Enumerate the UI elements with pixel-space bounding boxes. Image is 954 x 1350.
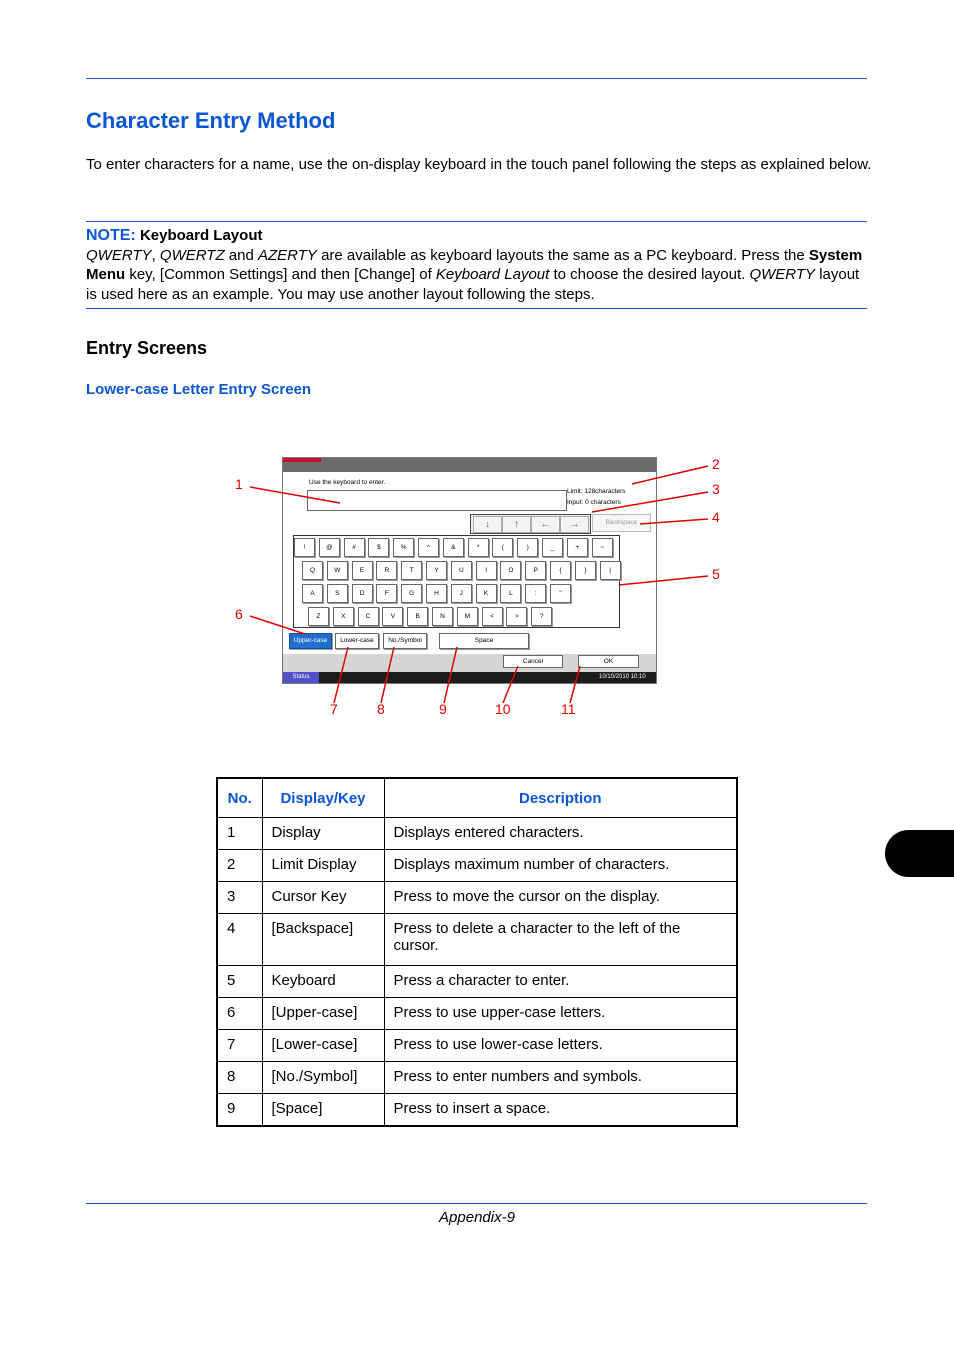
header-description: Description xyxy=(384,778,737,818)
cell-display-key: Keyboard xyxy=(262,966,384,998)
key-0-7[interactable]: * xyxy=(468,538,489,557)
key-0-9[interactable]: ) xyxy=(517,538,538,557)
section-heading: Entry Screens xyxy=(86,338,208,358)
callout-5: 5 xyxy=(712,566,720,582)
cell-no: 8 xyxy=(217,1062,262,1094)
backspace-button[interactable]: Backspace xyxy=(592,514,651,532)
callout-9: 9 xyxy=(439,701,447,717)
table-row xyxy=(217,850,737,882)
key-2-2[interactable]: D xyxy=(352,584,373,603)
cell-display-key: Cursor Key xyxy=(262,882,384,914)
table-row xyxy=(217,914,737,966)
cell-no: 4 xyxy=(217,914,262,966)
key-0-11[interactable]: + xyxy=(567,538,588,557)
table-row xyxy=(217,998,737,1030)
key-2-8[interactable]: L xyxy=(500,584,521,603)
key-2-3[interactable]: F xyxy=(376,584,397,603)
no-symbol-button[interactable]: No./Symbol xyxy=(383,633,427,649)
chapter-tab-marker xyxy=(885,830,954,877)
table-row xyxy=(217,1030,737,1062)
key-3-2[interactable]: C xyxy=(358,607,379,626)
key-0-12[interactable]: ~ xyxy=(592,538,613,557)
key-3-6[interactable]: M xyxy=(457,607,478,626)
status-clock: 10/10/2010 10:10 xyxy=(599,674,646,680)
callout-11: 11 xyxy=(561,701,576,717)
key-1-0[interactable]: Q xyxy=(302,561,323,580)
intro-paragraph: To enter characters for a name, use the on-display keyboard in the touch panel following the steps as explained below. xyxy=(86,156,872,173)
cell-display-key: [No./Symbol] xyxy=(262,1062,384,1094)
cell-description: Press to move the cursor on the display. xyxy=(384,882,737,914)
table-header-row xyxy=(217,778,737,818)
callout-8: 8 xyxy=(377,701,385,717)
cell-no: 3 xyxy=(217,882,262,914)
key-3-8[interactable]: > xyxy=(506,607,527,626)
callout-3: 3 xyxy=(712,481,720,497)
subsection-heading: Lower-case Letter Entry Screen xyxy=(86,381,312,398)
header-display-key: Display/Key xyxy=(262,778,384,818)
lower-case-button[interactable]: Lower-case xyxy=(335,633,379,649)
callout-1: 1 xyxy=(235,476,243,492)
limit-display: Limit: 128characters xyxy=(567,488,626,495)
key-1-1[interactable]: W xyxy=(327,561,348,580)
key-2-10[interactable]: " xyxy=(550,584,571,603)
cell-display-key: [Space] xyxy=(262,1094,384,1126)
cell-no: 2 xyxy=(217,850,262,882)
cursor-down-icon[interactable]: ↓ xyxy=(473,516,502,533)
header-no: No. xyxy=(217,778,262,818)
key-1-5[interactable]: Y xyxy=(426,561,447,580)
cell-description: Press to insert a space. xyxy=(384,1094,737,1126)
table-row xyxy=(217,818,737,850)
cursor-up-icon[interactable]: ↑ xyxy=(502,516,531,533)
key-2-4[interactable]: G xyxy=(401,584,422,603)
cell-no: 7 xyxy=(217,1030,262,1062)
page-footer: Appendix-9 xyxy=(439,1209,515,1226)
table-row xyxy=(217,966,737,998)
key-3-9[interactable]: ? xyxy=(531,607,552,626)
key-2-1[interactable]: S xyxy=(327,584,348,603)
key-1-10[interactable]: { xyxy=(550,561,571,580)
key-1-11[interactable]: } xyxy=(575,561,596,580)
upper-case-button[interactable]: Upper-case xyxy=(289,633,332,649)
cell-description: Displays maximum number of characters. xyxy=(384,850,737,882)
cursor-left-icon[interactable]: ← xyxy=(531,516,560,533)
note-heading: Keyboard Layout xyxy=(139,227,263,244)
footer-rule xyxy=(86,1203,867,1204)
key-1-8[interactable]: O xyxy=(500,561,521,580)
ok-button[interactable]: OK xyxy=(578,655,639,668)
callout-4: 4 xyxy=(712,509,720,525)
cell-description: Press to use lower-case letters. xyxy=(384,1030,737,1062)
cell-no: 5 xyxy=(217,966,262,998)
key-3-7[interactable]: < xyxy=(482,607,503,626)
table-row xyxy=(217,882,737,914)
table-row xyxy=(217,1062,737,1094)
key-1-4[interactable]: T xyxy=(401,561,422,580)
key-1-2[interactable]: E xyxy=(352,561,373,580)
key-0-3[interactable]: $ xyxy=(368,538,389,557)
callout-6: 6 xyxy=(235,606,243,622)
cell-description: Displays entered characters. xyxy=(384,818,737,850)
cell-no: 6 xyxy=(217,998,262,1030)
key-0-1[interactable]: @ xyxy=(319,538,340,557)
screen-prompt: Use the keyboard to enter. xyxy=(309,479,386,486)
cell-description: Press a character to enter. xyxy=(384,966,737,998)
cell-description: Press to use upper-case letters. xyxy=(384,998,737,1030)
key-description-table xyxy=(216,777,738,1127)
cell-display-key: Limit Display xyxy=(262,850,384,882)
callout-2: 2 xyxy=(712,456,720,472)
status-button[interactable]: Status xyxy=(283,672,319,683)
key-0-2[interactable]: # xyxy=(344,538,365,557)
key-2-9[interactable]: : xyxy=(525,584,546,603)
input-count: Input: 0 characters xyxy=(567,499,621,506)
key-0-4[interactable]: % xyxy=(393,538,414,557)
key-1-7[interactable]: I xyxy=(476,561,497,580)
key-2-6[interactable]: J xyxy=(451,584,472,603)
key-3-0[interactable]: Z xyxy=(308,607,329,626)
note-body: QWERTY, QWERTZ and AZERTY are available as keyboard layouts the same as a PC keyboard. Press the System Menu key, [Common Settings] and then [Change] of Keyboard Layout to choose the desired layout. QWERTY layout is used here as an example. You may use another layout following the steps. xyxy=(86,246,863,303)
key-3-4[interactable]: B xyxy=(407,607,428,626)
cell-description: Press to delete a character to the left of the cursor. xyxy=(384,914,737,966)
key-1-3[interactable]: R xyxy=(376,561,397,580)
key-3-5[interactable]: N xyxy=(432,607,453,626)
cursor-right-icon[interactable]: → xyxy=(560,516,589,533)
key-3-3[interactable]: V xyxy=(382,607,403,626)
table-row xyxy=(217,1094,737,1126)
key-0-10[interactable]: _ xyxy=(542,538,563,557)
callout-7: 7 xyxy=(330,701,338,717)
cell-display-key: [Upper-case] xyxy=(262,998,384,1030)
key-0-8[interactable]: ( xyxy=(492,538,513,557)
key-1-12[interactable]: | xyxy=(600,561,621,580)
key-2-0[interactable]: A xyxy=(302,584,323,603)
cell-description: Press to enter numbers and symbols. xyxy=(384,1062,737,1094)
cell-display-key: [Backspace] xyxy=(262,914,384,966)
key-1-9[interactable]: P xyxy=(525,561,546,580)
cell-no: 9 xyxy=(217,1094,262,1126)
page-title: Character Entry Method xyxy=(86,108,336,133)
key-1-6[interactable]: U xyxy=(451,561,472,580)
key-2-5[interactable]: H xyxy=(426,584,447,603)
key-3-1[interactable]: X xyxy=(333,607,354,626)
key-2-7[interactable]: K xyxy=(476,584,497,603)
key-0-5[interactable]: ^ xyxy=(418,538,439,557)
cancel-button[interactable]: Cancel xyxy=(503,655,563,668)
cell-display-key: [Lower-case] xyxy=(262,1030,384,1062)
space-button[interactable]: Space xyxy=(439,633,529,649)
cell-no: 1 xyxy=(217,818,262,850)
note-label: NOTE: xyxy=(86,227,136,244)
key-0-6[interactable]: & xyxy=(443,538,464,557)
cell-display-key: Display xyxy=(262,818,384,850)
callout-10: 10 xyxy=(495,701,511,717)
key-0-0[interactable]: ! xyxy=(294,538,315,557)
